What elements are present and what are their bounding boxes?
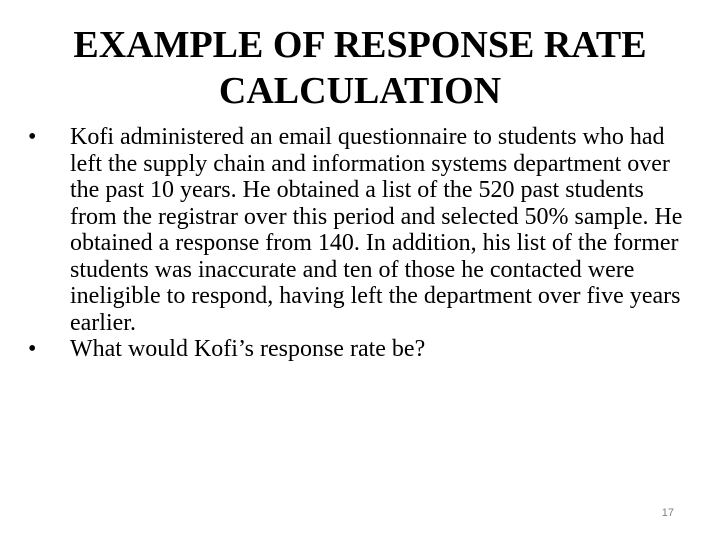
bullet-text-problem: Kofi administered an email questionnaire to students who had left the supply chain and information systems department over the past 10 years. He obtained a list of the 520 past students from the registrar over this period and selected 50% sample. He obtained a response from 140. In addition, his list of the former students was inaccurate and ten of those he contacted were ineligible to respond, having left the department over five years earlier. xyxy=(70,124,683,336)
bullet-marker-icon: • xyxy=(28,124,37,150)
page-number: 17 xyxy=(661,507,674,519)
slide-title-line-2: CALCULATION xyxy=(218,70,502,112)
slide-title-line-1: EXAMPLE OF RESPONSE RATE xyxy=(73,24,647,66)
bullet-item-question xyxy=(28,336,688,363)
bullet-list xyxy=(28,124,688,363)
bullet-item-problem xyxy=(28,124,688,336)
bullet-text-question: What would Kofi’s response rate be? xyxy=(70,336,426,362)
slide-title xyxy=(0,22,720,114)
bullet-marker-icon: • xyxy=(28,336,37,362)
